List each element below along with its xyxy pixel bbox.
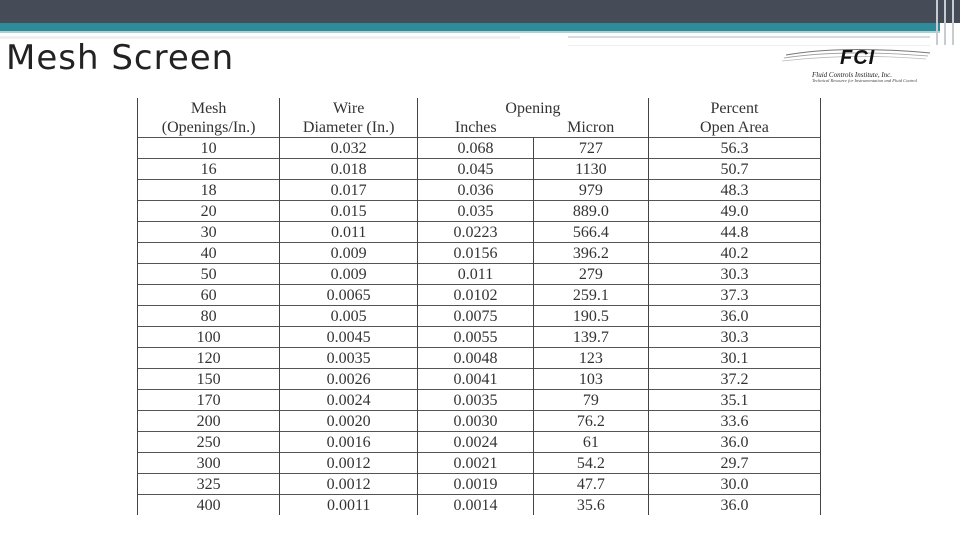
cell-opening-micron: 35.6 (533, 495, 648, 516)
accent-stripe (0, 23, 940, 31)
table-row (138, 201, 821, 222)
cell-open-area: 50.7 (648, 159, 820, 180)
table-row (138, 453, 821, 474)
logo-tagline: Technical Resource for Instrumentation and Fluid Control (812, 78, 917, 83)
fci-logo (782, 47, 932, 85)
table-row (138, 474, 821, 495)
header-opening: Opening (418, 98, 649, 118)
cell-opening-micron: 47.7 (533, 474, 648, 495)
cell-opening-micron: 190.5 (533, 306, 648, 327)
cell-wire-diameter: 0.0024 (280, 390, 418, 411)
cell-wire-diameter: 0.0035 (280, 348, 418, 369)
table-row (138, 348, 821, 369)
table-row (138, 159, 821, 180)
cell-opening-micron: 54.2 (533, 453, 648, 474)
cell-opening-micron: 76.2 (533, 411, 648, 432)
cell-open-area: 48.3 (648, 180, 820, 201)
cell-open-area: 37.2 (648, 369, 820, 390)
cell-wire-diameter: 0.032 (280, 138, 418, 159)
table-row (138, 390, 821, 411)
cell-opening-inches: 0.0075 (418, 306, 534, 327)
cell-open-area: 40.2 (648, 243, 820, 264)
cell-open-area: 30.3 (648, 327, 820, 348)
cell-mesh: 20 (138, 201, 280, 222)
table-row (138, 411, 821, 432)
cell-mesh: 250 (138, 432, 280, 453)
cell-open-area: 29.7 (648, 453, 820, 474)
cell-opening-inches: 0.0030 (418, 411, 534, 432)
cell-mesh: 40 (138, 243, 280, 264)
cell-mesh: 300 (138, 453, 280, 474)
cell-opening-inches: 0.0024 (418, 432, 534, 453)
cell-opening-inches: 0.0223 (418, 222, 534, 243)
cell-mesh: 18 (138, 180, 280, 201)
cell-wire-diameter: 0.0011 (280, 495, 418, 516)
cell-wire-diameter: 0.011 (280, 222, 418, 243)
header-open-area: Open Area (648, 118, 820, 138)
cell-opening-inches: 0.036 (418, 180, 534, 201)
cell-mesh: 200 (138, 411, 280, 432)
cell-opening-micron: 279 (533, 264, 648, 285)
table-row (138, 180, 821, 201)
cell-opening-inches: 0.0041 (418, 369, 534, 390)
cell-open-area: 30.0 (648, 474, 820, 495)
table-header-row (138, 98, 821, 118)
cell-mesh: 50 (138, 264, 280, 285)
cell-opening-inches: 0.0014 (418, 495, 534, 516)
cell-opening-inches: 0.068 (418, 138, 534, 159)
cell-mesh: 16 (138, 159, 280, 180)
table-row (138, 327, 821, 348)
cell-open-area: 30.1 (648, 348, 820, 369)
cell-opening-inches: 0.0102 (418, 285, 534, 306)
cell-opening-micron: 566.4 (533, 222, 648, 243)
cell-opening-micron: 727 (533, 138, 648, 159)
cell-opening-micron: 396.2 (533, 243, 648, 264)
cell-wire-diameter: 0.0045 (280, 327, 418, 348)
table-row (138, 495, 821, 516)
cell-open-area: 44.8 (648, 222, 820, 243)
cell-opening-inches: 0.0156 (418, 243, 534, 264)
slide-title: Mesh Screen (6, 38, 235, 78)
cell-opening-inches: 0.011 (418, 264, 534, 285)
cell-mesh: 400 (138, 495, 280, 516)
cell-opening-micron: 61 (533, 432, 648, 453)
cell-wire-diameter: 0.0012 (280, 453, 418, 474)
table-row (138, 222, 821, 243)
table-row (138, 285, 821, 306)
table-row (138, 264, 821, 285)
mesh-table-container (137, 98, 823, 516)
cell-mesh: 150 (138, 369, 280, 390)
cell-wire-diameter: 0.0026 (280, 369, 418, 390)
cell-open-area: 49.0 (648, 201, 820, 222)
cell-open-area: 35.1 (648, 390, 820, 411)
cell-opening-inches: 0.0048 (418, 348, 534, 369)
cell-open-area: 36.0 (648, 432, 820, 453)
cell-opening-micron: 259.1 (533, 285, 648, 306)
table-row (138, 432, 821, 453)
cell-opening-inches: 0.0035 (418, 390, 534, 411)
corner-decoration (930, 0, 960, 45)
cell-opening-inches: 0.0019 (418, 474, 534, 495)
cell-open-area: 56.3 (648, 138, 820, 159)
header-mesh: Mesh (138, 98, 280, 118)
cell-wire-diameter: 0.015 (280, 201, 418, 222)
cell-opening-micron: 1130 (533, 159, 648, 180)
cell-opening-micron: 103 (533, 369, 648, 390)
table-row (138, 306, 821, 327)
table-subheader-row (138, 118, 821, 138)
table-body (138, 138, 821, 516)
header-mesh-units: (Openings/In.) (138, 118, 280, 138)
cell-opening-inches: 0.045 (418, 159, 534, 180)
table-row (138, 243, 821, 264)
cell-wire-diameter: 0.0020 (280, 411, 418, 432)
top-bar (0, 0, 960, 23)
table-row (138, 369, 821, 390)
cell-open-area: 33.6 (648, 411, 820, 432)
cell-wire-diameter: 0.009 (280, 243, 418, 264)
cell-opening-micron: 79 (533, 390, 648, 411)
cell-open-area: 30.3 (648, 264, 820, 285)
mesh-table (137, 98, 821, 515)
cell-mesh: 10 (138, 138, 280, 159)
cell-mesh: 325 (138, 474, 280, 495)
logo-name: Fluid Controls Institute, Inc. (812, 71, 893, 79)
cell-opening-inches: 0.0055 (418, 327, 534, 348)
cell-mesh: 100 (138, 327, 280, 348)
cell-opening-inches: 0.0021 (418, 453, 534, 474)
header-micron: Micron (533, 118, 648, 138)
logo-letters: FCI (840, 47, 876, 69)
cell-opening-micron: 979 (533, 180, 648, 201)
cell-wire-diameter: 0.017 (280, 180, 418, 201)
cell-open-area: 36.0 (648, 306, 820, 327)
cell-mesh: 170 (138, 390, 280, 411)
cell-opening-micron: 889.0 (533, 201, 648, 222)
title-rule-right (568, 36, 930, 46)
header-wire-units: Diameter (In.) (280, 118, 418, 138)
cell-opening-inches: 0.035 (418, 201, 534, 222)
cell-opening-micron: 123 (533, 348, 648, 369)
table-row (138, 138, 821, 159)
cell-wire-diameter: 0.005 (280, 306, 418, 327)
cell-mesh: 120 (138, 348, 280, 369)
cell-mesh: 80 (138, 306, 280, 327)
cell-wire-diameter: 0.009 (280, 264, 418, 285)
cell-mesh: 60 (138, 285, 280, 306)
cell-open-area: 36.0 (648, 495, 820, 516)
cell-wire-diameter: 0.0016 (280, 432, 418, 453)
header-percent: Percent (648, 98, 820, 118)
cell-wire-diameter: 0.018 (280, 159, 418, 180)
cell-wire-diameter: 0.0065 (280, 285, 418, 306)
header-inches: Inches (418, 118, 534, 138)
cell-mesh: 30 (138, 222, 280, 243)
accent-stripe-light (0, 31, 940, 33)
cell-opening-micron: 139.7 (533, 327, 648, 348)
header-wire: Wire (280, 98, 418, 118)
cell-open-area: 37.3 (648, 285, 820, 306)
cell-wire-diameter: 0.0012 (280, 474, 418, 495)
